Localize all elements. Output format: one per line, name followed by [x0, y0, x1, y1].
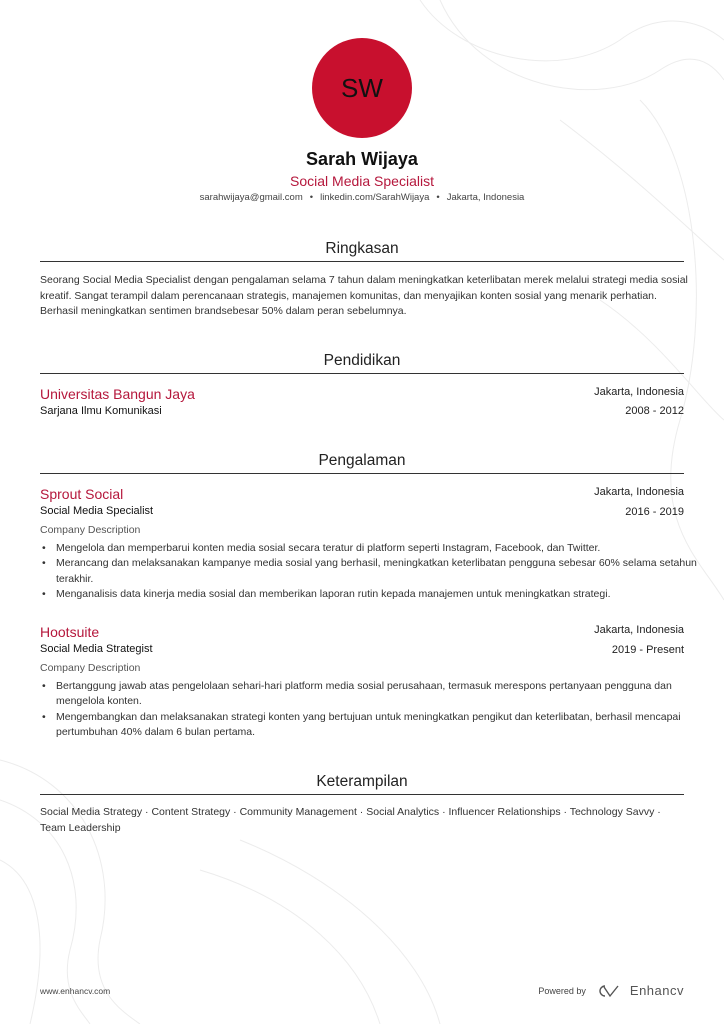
- experience-location: Jakarta, Indonesia: [594, 486, 684, 498]
- separator: •: [309, 192, 314, 203]
- section-heading-education: Pendidikan: [40, 352, 684, 374]
- education-dates: 2008 - 2012: [625, 405, 684, 417]
- experience-location: Jakarta, Indonesia: [594, 624, 684, 636]
- experience-bullets: [40, 679, 706, 741]
- education-school: Universitas Bangun Jaya: [40, 386, 195, 402]
- bullet-item: • Bertanggung jawab atas pengelolaan sehari-hari platform media sosial perusahaan, termasuk merespons pertanyaan pengguna dan mengelola konten.: [56, 679, 706, 710]
- summary-text: Seorang Social Media Specialist dengan pengalaman selama 7 tahun dalam meningkatkan keterlibatan merek melalui strategi media sosial kreatif. Sangat terampil dalam perencanaan strategis, manajemen komunitas, dan menyajikan konten sosial yang menarik perhatian. Berhasil meningkatkan sentimen brandsebesar 50% dalam peran sebelumnya.: [40, 274, 688, 318]
- skills-line: Social Media Strategy · Content Strategy · Community Management · Social Analytics · Influencer Relationships · Technology Savvy ·: [40, 806, 661, 818]
- linkedin-link[interactable]: linkedin.com/SarahWijaya: [320, 192, 430, 203]
- contact-location: Jakarta, Indonesia: [446, 192, 525, 203]
- experience-role: Social Media Strategist: [40, 643, 153, 655]
- email-link[interactable]: sarahwijaya@gmail.com: [199, 192, 303, 203]
- skills-list: [40, 805, 690, 836]
- separator: •: [436, 192, 440, 203]
- section-heading-skills: Keterampilan: [40, 773, 684, 795]
- education-degree: Sarjana Ilmu Komunikasi: [40, 405, 162, 417]
- experience-description: Company Description: [40, 662, 141, 674]
- avatar-initials: SW: [341, 72, 383, 103]
- experience-description: Company Description: [40, 524, 141, 536]
- avatar: [312, 38, 412, 138]
- bullet-item: • Merancang dan melaksanakan kampanye media sosial yang berhasil, meningkatkan keterlibatan pengguna sebesar 60% selama setahun terakhir.: [56, 556, 706, 587]
- experience-dates: 2016 - 2019: [625, 506, 684, 518]
- section-heading-experience: Pengalaman: [40, 452, 684, 474]
- experience-bullets: [40, 541, 706, 603]
- footer-website-link[interactable]: www.enhancv.com: [40, 986, 111, 996]
- powered-by-label: Powered by: [538, 985, 586, 996]
- education-location: Jakarta, Indonesia: [594, 386, 684, 398]
- experience-dates: 2019 - Present: [611, 644, 684, 656]
- bullet-item: • Mengelola dan memperbarui konten media sosial secara teratur di platform seperti Instagram, Facebook, dan Twitter.: [56, 541, 706, 556]
- skills-line: Team Leadership: [40, 821, 121, 834]
- bullet-item: • Menganalisis data kinerja media sosial dan memberikan laporan rutin kepada manajemen untuk meningkatkan strategi.: [56, 587, 706, 602]
- experience-company: Sprout Social: [40, 486, 124, 502]
- footer-powered-by[interactable]: [538, 983, 684, 998]
- contact-info: [0, 192, 724, 203]
- section-heading-summary: Ringkasan: [40, 240, 684, 262]
- enhancv-brand: Enhancv: [629, 983, 684, 998]
- experience-role: Social Media Specialist: [40, 505, 154, 517]
- candidate-title: Social Media Specialist: [290, 173, 434, 189]
- bullet-item: • Mengembangkan dan melaksanakan strategi konten yang bertujuan untuk meningkatkan pengikut dan keterlibatan, berhasil mencapai pertumbuhan 40% dalam 6 bulan pertama.: [56, 710, 706, 741]
- experience-company: Hootsuite: [40, 624, 100, 640]
- enhancv-logo-icon: [596, 984, 620, 998]
- candidate-name: Sarah Wijaya: [306, 149, 418, 169]
